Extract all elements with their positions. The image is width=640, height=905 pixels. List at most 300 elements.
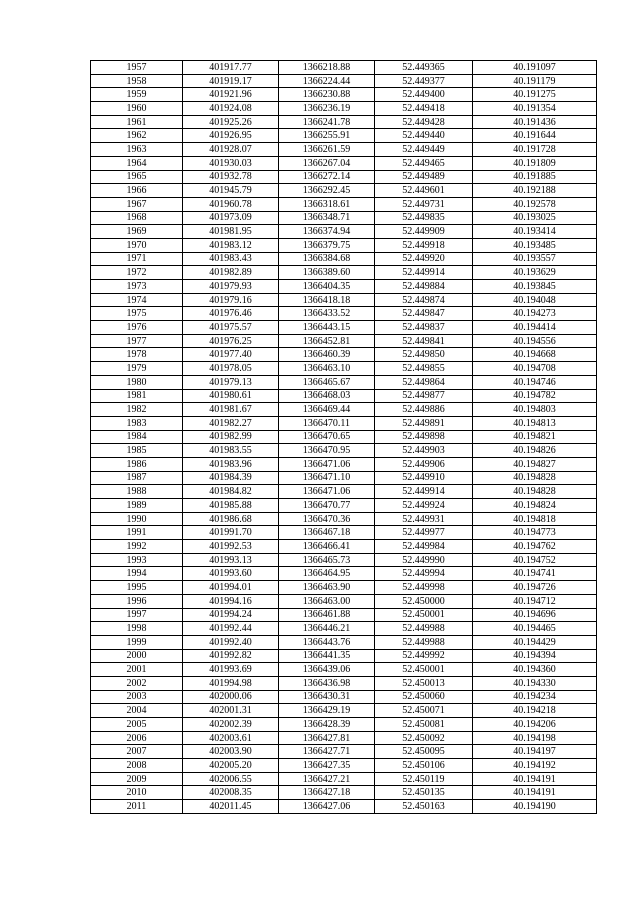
easting-cell: 401960.78 — [183, 197, 279, 211]
point-number-cell: 1959 — [91, 88, 183, 102]
latitude-cell: 52.449884 — [375, 280, 473, 294]
longitude-cell: 40.194330 — [473, 676, 597, 690]
easting-cell: 401976.46 — [183, 307, 279, 321]
easting-cell: 402002.39 — [183, 718, 279, 732]
table-row — [91, 362, 597, 376]
longitude-cell: 40.191436 — [473, 115, 597, 129]
latitude-cell: 52.449874 — [375, 293, 473, 307]
northing-cell: 1366471.10 — [279, 471, 375, 485]
easting-cell: 401978.05 — [183, 362, 279, 376]
latitude-cell: 52.449731 — [375, 197, 473, 211]
easting-cell: 401982.99 — [183, 430, 279, 444]
latitude-cell: 52.450071 — [375, 704, 473, 718]
northing-cell: 1366470.65 — [279, 430, 375, 444]
longitude-cell: 40.191809 — [473, 156, 597, 170]
easting-cell: 401991.70 — [183, 526, 279, 540]
easting-cell: 401924.08 — [183, 102, 279, 116]
easting-cell: 401984.39 — [183, 471, 279, 485]
latitude-cell: 52.449992 — [375, 649, 473, 663]
point-number-cell: 1990 — [91, 512, 183, 526]
latitude-cell: 52.449909 — [375, 225, 473, 239]
point-number-cell: 1979 — [91, 362, 183, 376]
easting-cell: 401982.89 — [183, 266, 279, 280]
longitude-cell: 40.194696 — [473, 608, 597, 622]
latitude-cell: 52.449449 — [375, 143, 473, 157]
table-row — [91, 74, 597, 88]
table-row — [91, 581, 597, 595]
point-number-cell: 1967 — [91, 197, 183, 211]
northing-cell: 1366374.94 — [279, 225, 375, 239]
northing-cell: 1366460.39 — [279, 348, 375, 362]
point-number-cell: 1971 — [91, 252, 183, 266]
table-row — [91, 225, 597, 239]
latitude-cell: 52.449855 — [375, 362, 473, 376]
table-row — [91, 102, 597, 116]
longitude-cell: 40.194192 — [473, 759, 597, 773]
easting-cell: 401994.01 — [183, 581, 279, 595]
northing-cell: 1366379.75 — [279, 238, 375, 252]
table-row — [91, 143, 597, 157]
latitude-cell: 52.449903 — [375, 444, 473, 458]
point-number-cell: 1957 — [91, 61, 183, 75]
point-number-cell: 1964 — [91, 156, 183, 170]
latitude-cell: 52.449931 — [375, 512, 473, 526]
table-row — [91, 444, 597, 458]
point-number-cell: 1974 — [91, 293, 183, 307]
longitude-cell: 40.194206 — [473, 718, 597, 732]
northing-cell: 1366429.19 — [279, 704, 375, 718]
easting-cell: 401977.40 — [183, 348, 279, 362]
northing-cell: 1366427.06 — [279, 800, 375, 814]
longitude-cell: 40.191275 — [473, 88, 597, 102]
latitude-cell: 52.449898 — [375, 430, 473, 444]
point-number-cell: 2005 — [91, 718, 183, 732]
northing-cell: 1366272.14 — [279, 170, 375, 184]
point-number-cell: 1969 — [91, 225, 183, 239]
table-row — [91, 307, 597, 321]
table-row — [91, 197, 597, 211]
easting-cell: 402011.45 — [183, 800, 279, 814]
table-row — [91, 499, 597, 513]
longitude-cell: 40.194556 — [473, 334, 597, 348]
northing-cell: 1366470.95 — [279, 444, 375, 458]
table-row — [91, 61, 597, 75]
point-number-cell: 1998 — [91, 622, 183, 636]
point-number-cell: 1966 — [91, 184, 183, 198]
easting-cell: 401932.78 — [183, 170, 279, 184]
latitude-cell: 52.449924 — [375, 499, 473, 513]
point-number-cell: 1995 — [91, 581, 183, 595]
table-row — [91, 252, 597, 266]
point-number-cell: 1991 — [91, 526, 183, 540]
point-number-cell: 1961 — [91, 115, 183, 129]
easting-cell: 401992.44 — [183, 622, 279, 636]
longitude-cell: 40.194190 — [473, 800, 597, 814]
easting-cell: 401921.96 — [183, 88, 279, 102]
point-number-cell: 1997 — [91, 608, 183, 622]
point-number-cell: 2004 — [91, 704, 183, 718]
latitude-cell: 52.449920 — [375, 252, 473, 266]
table-row — [91, 608, 597, 622]
table-row — [91, 416, 597, 430]
latitude-cell: 52.450095 — [375, 745, 473, 759]
easting-cell: 401986.68 — [183, 512, 279, 526]
longitude-cell: 40.194198 — [473, 731, 597, 745]
easting-cell: 401979.16 — [183, 293, 279, 307]
table-row — [91, 321, 597, 335]
easting-cell: 402006.55 — [183, 772, 279, 786]
table-row — [91, 88, 597, 102]
easting-cell: 401993.13 — [183, 553, 279, 567]
longitude-cell: 40.194360 — [473, 663, 597, 677]
latitude-cell: 52.449835 — [375, 211, 473, 225]
northing-cell: 1366463.90 — [279, 581, 375, 595]
northing-cell: 1366465.73 — [279, 553, 375, 567]
point-number-cell: 1982 — [91, 403, 183, 417]
easting-cell: 401983.55 — [183, 444, 279, 458]
longitude-cell: 40.194668 — [473, 348, 597, 362]
point-number-cell: 1958 — [91, 74, 183, 88]
table-row — [91, 238, 597, 252]
northing-cell: 1366439.06 — [279, 663, 375, 677]
table-row — [91, 211, 597, 225]
northing-cell: 1366471.06 — [279, 485, 375, 499]
easting-cell: 402005.20 — [183, 759, 279, 773]
longitude-cell: 40.194394 — [473, 649, 597, 663]
point-number-cell: 1972 — [91, 266, 183, 280]
table-row — [91, 526, 597, 540]
northing-cell: 1366218.88 — [279, 61, 375, 75]
longitude-cell: 40.191097 — [473, 61, 597, 75]
point-number-cell: 1988 — [91, 485, 183, 499]
northing-cell: 1366318.61 — [279, 197, 375, 211]
latitude-cell: 52.450060 — [375, 690, 473, 704]
latitude-cell: 52.449864 — [375, 375, 473, 389]
table-row — [91, 772, 597, 786]
northing-cell: 1366427.35 — [279, 759, 375, 773]
longitude-cell: 40.194234 — [473, 690, 597, 704]
easting-cell: 401994.16 — [183, 594, 279, 608]
longitude-cell: 40.194191 — [473, 772, 597, 786]
northing-cell: 1366292.45 — [279, 184, 375, 198]
longitude-cell: 40.194465 — [473, 622, 597, 636]
longitude-cell: 40.193629 — [473, 266, 597, 280]
latitude-cell: 52.449988 — [375, 635, 473, 649]
easting-cell: 402003.61 — [183, 731, 279, 745]
longitude-cell: 40.194818 — [473, 512, 597, 526]
point-number-cell: 1960 — [91, 102, 183, 116]
point-number-cell: 1999 — [91, 635, 183, 649]
longitude-cell: 40.194782 — [473, 389, 597, 403]
longitude-cell: 40.192578 — [473, 197, 597, 211]
table-row — [91, 663, 597, 677]
easting-cell: 402001.31 — [183, 704, 279, 718]
northing-cell: 1366389.60 — [279, 266, 375, 280]
northing-cell: 1366470.36 — [279, 512, 375, 526]
northing-cell: 1366463.10 — [279, 362, 375, 376]
easting-cell: 401926.95 — [183, 129, 279, 143]
latitude-cell: 52.450013 — [375, 676, 473, 690]
table-row — [91, 676, 597, 690]
latitude-cell: 52.449977 — [375, 526, 473, 540]
table-row — [91, 622, 597, 636]
latitude-cell: 52.449877 — [375, 389, 473, 403]
point-number-cell: 1978 — [91, 348, 183, 362]
easting-cell: 401984.82 — [183, 485, 279, 499]
northing-cell: 1366443.76 — [279, 635, 375, 649]
table-row — [91, 485, 597, 499]
latitude-cell: 52.449998 — [375, 581, 473, 595]
easting-cell: 401981.67 — [183, 403, 279, 417]
northing-cell: 1366464.95 — [279, 567, 375, 581]
point-number-cell: 2007 — [91, 745, 183, 759]
latitude-cell: 52.450001 — [375, 608, 473, 622]
northing-cell: 1366384.68 — [279, 252, 375, 266]
longitude-cell: 40.194803 — [473, 403, 597, 417]
northing-cell: 1366465.67 — [279, 375, 375, 389]
latitude-cell: 52.449847 — [375, 307, 473, 321]
longitude-cell: 40.191179 — [473, 74, 597, 88]
latitude-cell: 52.450135 — [375, 786, 473, 800]
latitude-cell: 52.449990 — [375, 553, 473, 567]
northing-cell: 1366470.11 — [279, 416, 375, 430]
point-number-cell: 1992 — [91, 540, 183, 554]
point-number-cell: 1977 — [91, 334, 183, 348]
easting-cell: 402008.35 — [183, 786, 279, 800]
coordinate-table — [90, 60, 597, 814]
easting-cell: 401976.25 — [183, 334, 279, 348]
latitude-cell: 52.449910 — [375, 471, 473, 485]
northing-cell: 1366441.35 — [279, 649, 375, 663]
longitude-cell: 40.194048 — [473, 293, 597, 307]
latitude-cell: 52.449891 — [375, 416, 473, 430]
point-number-cell: 2003 — [91, 690, 183, 704]
table-row — [91, 635, 597, 649]
latitude-cell: 52.450106 — [375, 759, 473, 773]
longitude-cell: 40.193557 — [473, 252, 597, 266]
easting-cell: 401983.96 — [183, 457, 279, 471]
longitude-cell: 40.193414 — [473, 225, 597, 239]
table-row — [91, 156, 597, 170]
latitude-cell: 52.450092 — [375, 731, 473, 745]
latitude-cell: 52.450000 — [375, 594, 473, 608]
longitude-cell: 40.193025 — [473, 211, 597, 225]
easting-cell: 401917.77 — [183, 61, 279, 75]
latitude-cell: 52.449465 — [375, 156, 473, 170]
table-row — [91, 293, 597, 307]
latitude-cell: 52.449601 — [375, 184, 473, 198]
point-number-cell: 1970 — [91, 238, 183, 252]
easting-cell: 402000.06 — [183, 690, 279, 704]
point-number-cell: 1984 — [91, 430, 183, 444]
table-row — [91, 759, 597, 773]
longitude-cell: 40.191354 — [473, 102, 597, 116]
longitude-cell: 40.194824 — [473, 499, 597, 513]
table-row — [91, 800, 597, 814]
table-row — [91, 540, 597, 554]
table-row — [91, 786, 597, 800]
table-row — [91, 567, 597, 581]
easting-cell: 401992.53 — [183, 540, 279, 554]
table-row — [91, 389, 597, 403]
northing-cell: 1366427.18 — [279, 786, 375, 800]
latitude-cell: 52.450001 — [375, 663, 473, 677]
longitude-cell: 40.194821 — [473, 430, 597, 444]
easting-cell: 401993.69 — [183, 663, 279, 677]
point-number-cell: 1981 — [91, 389, 183, 403]
longitude-cell: 40.194826 — [473, 444, 597, 458]
northing-cell: 1366267.04 — [279, 156, 375, 170]
northing-cell: 1366463.00 — [279, 594, 375, 608]
longitude-cell: 40.194813 — [473, 416, 597, 430]
latitude-cell: 52.449914 — [375, 266, 473, 280]
table-row — [91, 690, 597, 704]
northing-cell: 1366433.52 — [279, 307, 375, 321]
latitude-cell: 52.449850 — [375, 348, 473, 362]
easting-cell: 402003.90 — [183, 745, 279, 759]
northing-cell: 1366404.35 — [279, 280, 375, 294]
table-row — [91, 553, 597, 567]
latitude-cell: 52.449886 — [375, 403, 473, 417]
latitude-cell: 52.449377 — [375, 74, 473, 88]
table-row — [91, 129, 597, 143]
latitude-cell: 52.449837 — [375, 321, 473, 335]
longitude-cell: 40.194197 — [473, 745, 597, 759]
northing-cell: 1366461.88 — [279, 608, 375, 622]
table-row — [91, 731, 597, 745]
easting-cell: 401994.98 — [183, 676, 279, 690]
longitude-cell: 40.194726 — [473, 581, 597, 595]
table-row — [91, 170, 597, 184]
table-row — [91, 594, 597, 608]
point-number-cell: 1996 — [91, 594, 183, 608]
northing-cell: 1366241.78 — [279, 115, 375, 129]
longitude-cell: 40.194218 — [473, 704, 597, 718]
coordinate-table-body — [91, 61, 597, 814]
easting-cell: 401930.03 — [183, 156, 279, 170]
point-number-cell: 1983 — [91, 416, 183, 430]
latitude-cell: 52.449440 — [375, 129, 473, 143]
table-row — [91, 184, 597, 198]
point-number-cell: 1968 — [91, 211, 183, 225]
longitude-cell: 40.191644 — [473, 129, 597, 143]
easting-cell: 401983.12 — [183, 238, 279, 252]
longitude-cell: 40.194827 — [473, 457, 597, 471]
table-row — [91, 430, 597, 444]
easting-cell: 401925.26 — [183, 115, 279, 129]
easting-cell: 401993.60 — [183, 567, 279, 581]
northing-cell: 1366428.39 — [279, 718, 375, 732]
longitude-cell: 40.194752 — [473, 553, 597, 567]
latitude-cell: 52.449988 — [375, 622, 473, 636]
easting-cell: 401973.09 — [183, 211, 279, 225]
point-number-cell: 1985 — [91, 444, 183, 458]
latitude-cell: 52.449906 — [375, 457, 473, 471]
point-number-cell: 2002 — [91, 676, 183, 690]
longitude-cell: 40.194828 — [473, 485, 597, 499]
latitude-cell: 52.449994 — [375, 567, 473, 581]
easting-cell: 401919.17 — [183, 74, 279, 88]
longitude-cell: 40.194414 — [473, 321, 597, 335]
longitude-cell: 40.194773 — [473, 526, 597, 540]
northing-cell: 1366436.98 — [279, 676, 375, 690]
table-row — [91, 266, 597, 280]
point-number-cell: 1976 — [91, 321, 183, 335]
table-row — [91, 649, 597, 663]
easting-cell: 401945.79 — [183, 184, 279, 198]
point-number-cell: 1993 — [91, 553, 183, 567]
longitude-cell: 40.194191 — [473, 786, 597, 800]
easting-cell: 401992.40 — [183, 635, 279, 649]
latitude-cell: 52.449428 — [375, 115, 473, 129]
latitude-cell: 52.450119 — [375, 772, 473, 786]
table-row — [91, 280, 597, 294]
northing-cell: 1366230.88 — [279, 88, 375, 102]
latitude-cell: 52.449984 — [375, 540, 473, 554]
point-number-cell: 1963 — [91, 143, 183, 157]
northing-cell: 1366236.19 — [279, 102, 375, 116]
point-number-cell: 1965 — [91, 170, 183, 184]
point-number-cell: 1987 — [91, 471, 183, 485]
northing-cell: 1366348.71 — [279, 211, 375, 225]
latitude-cell: 52.449400 — [375, 88, 473, 102]
point-number-cell: 2011 — [91, 800, 183, 814]
northing-cell: 1366470.77 — [279, 499, 375, 513]
easting-cell: 401982.27 — [183, 416, 279, 430]
table-row — [91, 718, 597, 732]
latitude-cell: 52.450163 — [375, 800, 473, 814]
northing-cell: 1366471.06 — [279, 457, 375, 471]
longitude-cell: 40.193845 — [473, 280, 597, 294]
latitude-cell: 52.450081 — [375, 718, 473, 732]
longitude-cell: 40.194762 — [473, 540, 597, 554]
point-number-cell: 1980 — [91, 375, 183, 389]
longitude-cell: 40.191728 — [473, 143, 597, 157]
longitude-cell: 40.192188 — [473, 184, 597, 198]
northing-cell: 1366468.03 — [279, 389, 375, 403]
northing-cell: 1366224.44 — [279, 74, 375, 88]
longitude-cell: 40.194741 — [473, 567, 597, 581]
northing-cell: 1366427.71 — [279, 745, 375, 759]
table-row — [91, 115, 597, 129]
point-number-cell: 1994 — [91, 567, 183, 581]
point-number-cell: 1975 — [91, 307, 183, 321]
northing-cell: 1366255.91 — [279, 129, 375, 143]
northing-cell: 1366443.15 — [279, 321, 375, 335]
northing-cell: 1366430.31 — [279, 690, 375, 704]
point-number-cell: 1989 — [91, 499, 183, 513]
northing-cell: 1366418.18 — [279, 293, 375, 307]
latitude-cell: 52.449489 — [375, 170, 473, 184]
northing-cell: 1366427.81 — [279, 731, 375, 745]
table-row — [91, 457, 597, 471]
northing-cell: 1366469.44 — [279, 403, 375, 417]
easting-cell: 401979.13 — [183, 375, 279, 389]
table-row — [91, 471, 597, 485]
table-row — [91, 334, 597, 348]
point-number-cell: 1973 — [91, 280, 183, 294]
table-row — [91, 512, 597, 526]
easting-cell: 401979.93 — [183, 280, 279, 294]
latitude-cell: 52.449418 — [375, 102, 473, 116]
longitude-cell: 40.193485 — [473, 238, 597, 252]
northing-cell: 1366467.18 — [279, 526, 375, 540]
northing-cell: 1366446.21 — [279, 622, 375, 636]
easting-cell: 401980.61 — [183, 389, 279, 403]
table-row — [91, 348, 597, 362]
latitude-cell: 52.449841 — [375, 334, 473, 348]
longitude-cell: 40.191885 — [473, 170, 597, 184]
